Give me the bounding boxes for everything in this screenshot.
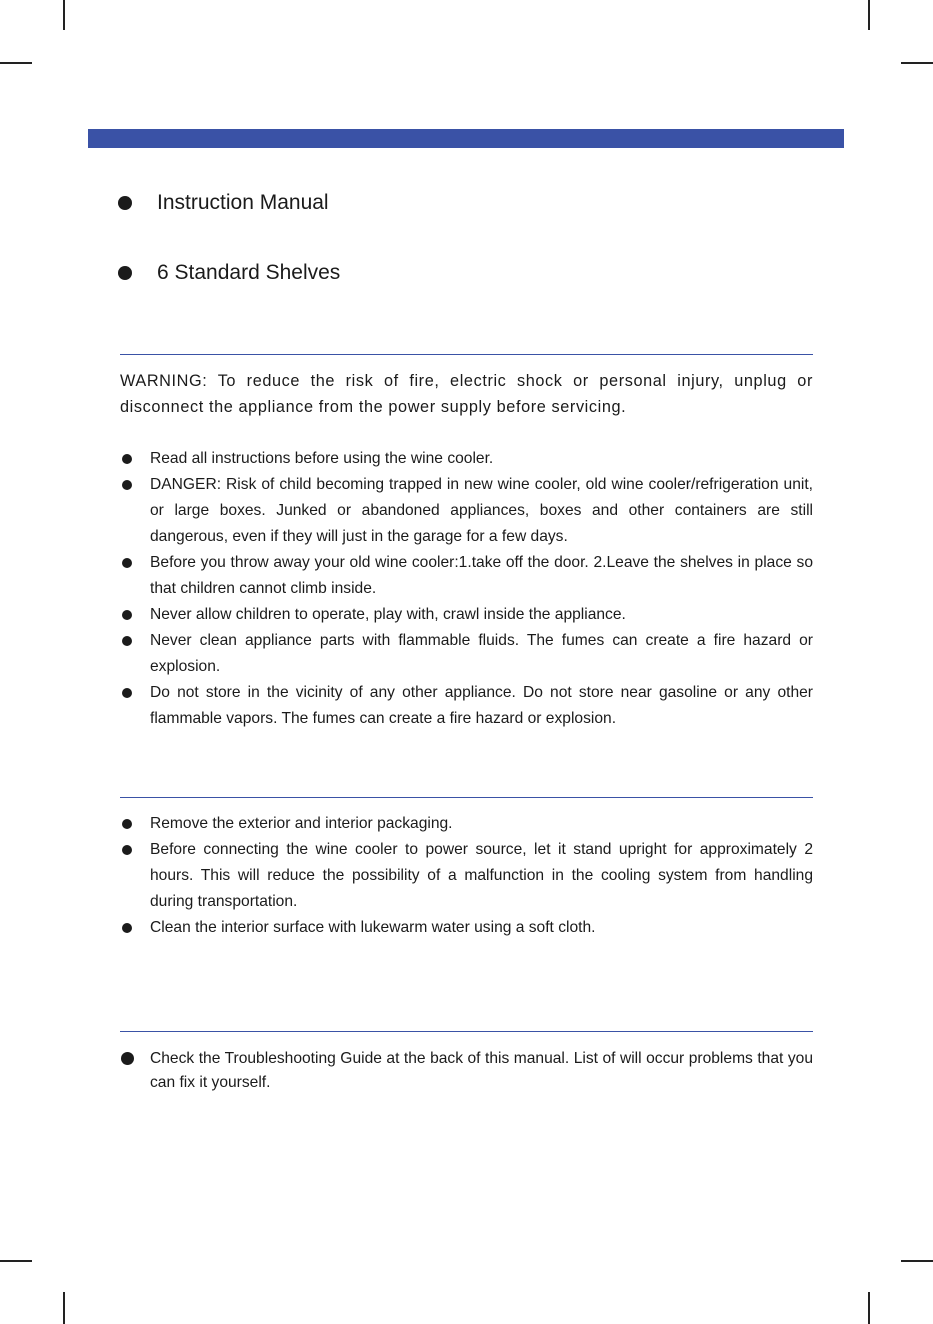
accessory-label: 6 Standard Shelves [157, 261, 341, 284]
bullet-icon [122, 923, 132, 933]
crop-mark-bottom-left-h [0, 1260, 32, 1262]
bullet-icon [122, 454, 132, 464]
list-item: Before connecting the wine cooler to power source, let it stand upright for approximately 2 hours. This will reduce the possibility of a malfunction in the cooling system from handling during transportation. [120, 837, 813, 915]
list-item: Before you throw away your old wine cooler:1.take off the door. 2.Leave the shelves in place so that children cannot climb inside. [120, 550, 813, 602]
accessory-item [118, 188, 329, 218]
bullet-icon [118, 196, 132, 210]
crop-mark-top-right-h [901, 62, 933, 64]
safety-list [120, 446, 813, 732]
section-divider [120, 354, 813, 355]
crop-mark-bottom-left-v [63, 1292, 65, 1324]
bullet-icon [121, 1052, 134, 1065]
bullet-icon [122, 636, 132, 646]
bullet-icon [122, 480, 132, 490]
list-item: Check the Troubleshooting Guide at the back of this manual. List of will occur problems that you can fix it yourself. [120, 1047, 813, 1095]
bullet-icon [122, 610, 132, 620]
before-use-list [120, 811, 813, 941]
warning-text: WARNING: To reduce the risk of fire, electric shock or personal injury, unplug or disconnect the appliance from the power supply before servicing. [120, 372, 813, 416]
crop-mark-bottom-right-h [901, 1260, 933, 1262]
list-item: Never allow children to operate, play with, crawl inside the appliance. [120, 602, 813, 628]
bullet-icon [122, 558, 132, 568]
list-item: Remove the exterior and interior packaging. [120, 811, 813, 837]
bullet-icon [122, 845, 132, 855]
list-item: Do not store in the vicinity of any other appliance. Do not store near gasoline or any other flammable vapors. The fumes can create a fire hazard or explosion. [120, 680, 813, 732]
list-item: Clean the interior surface with lukewarm water using a soft cloth. [120, 915, 813, 941]
help-list [120, 1047, 813, 1095]
list-item: Read all instructions before using the wine cooler. [120, 446, 813, 472]
section-divider [120, 797, 813, 798]
crop-mark-top-right-v [868, 0, 870, 30]
bullet-icon [118, 266, 132, 280]
crop-mark-top-left-h [0, 62, 32, 64]
section-divider [120, 1031, 813, 1032]
crop-mark-top-left-v [63, 0, 65, 30]
bullet-icon [122, 819, 132, 829]
list-item: Never clean appliance parts with flammable fluids. The fumes can create a fire hazard or explosion. [120, 628, 813, 680]
header-banner [88, 129, 844, 148]
bullet-icon [122, 688, 132, 698]
crop-mark-bottom-right-v [868, 1292, 870, 1324]
accessory-label: Instruction Manual [157, 191, 329, 214]
accessory-item [118, 258, 340, 288]
list-item: DANGER: Risk of child becoming trapped in new wine cooler, old wine cooler/refrigeration unit, or large boxes. Junked or abandoned appliances, boxes and other containers are still dangerous, even if they will just in the garage for a few days. [120, 472, 813, 550]
